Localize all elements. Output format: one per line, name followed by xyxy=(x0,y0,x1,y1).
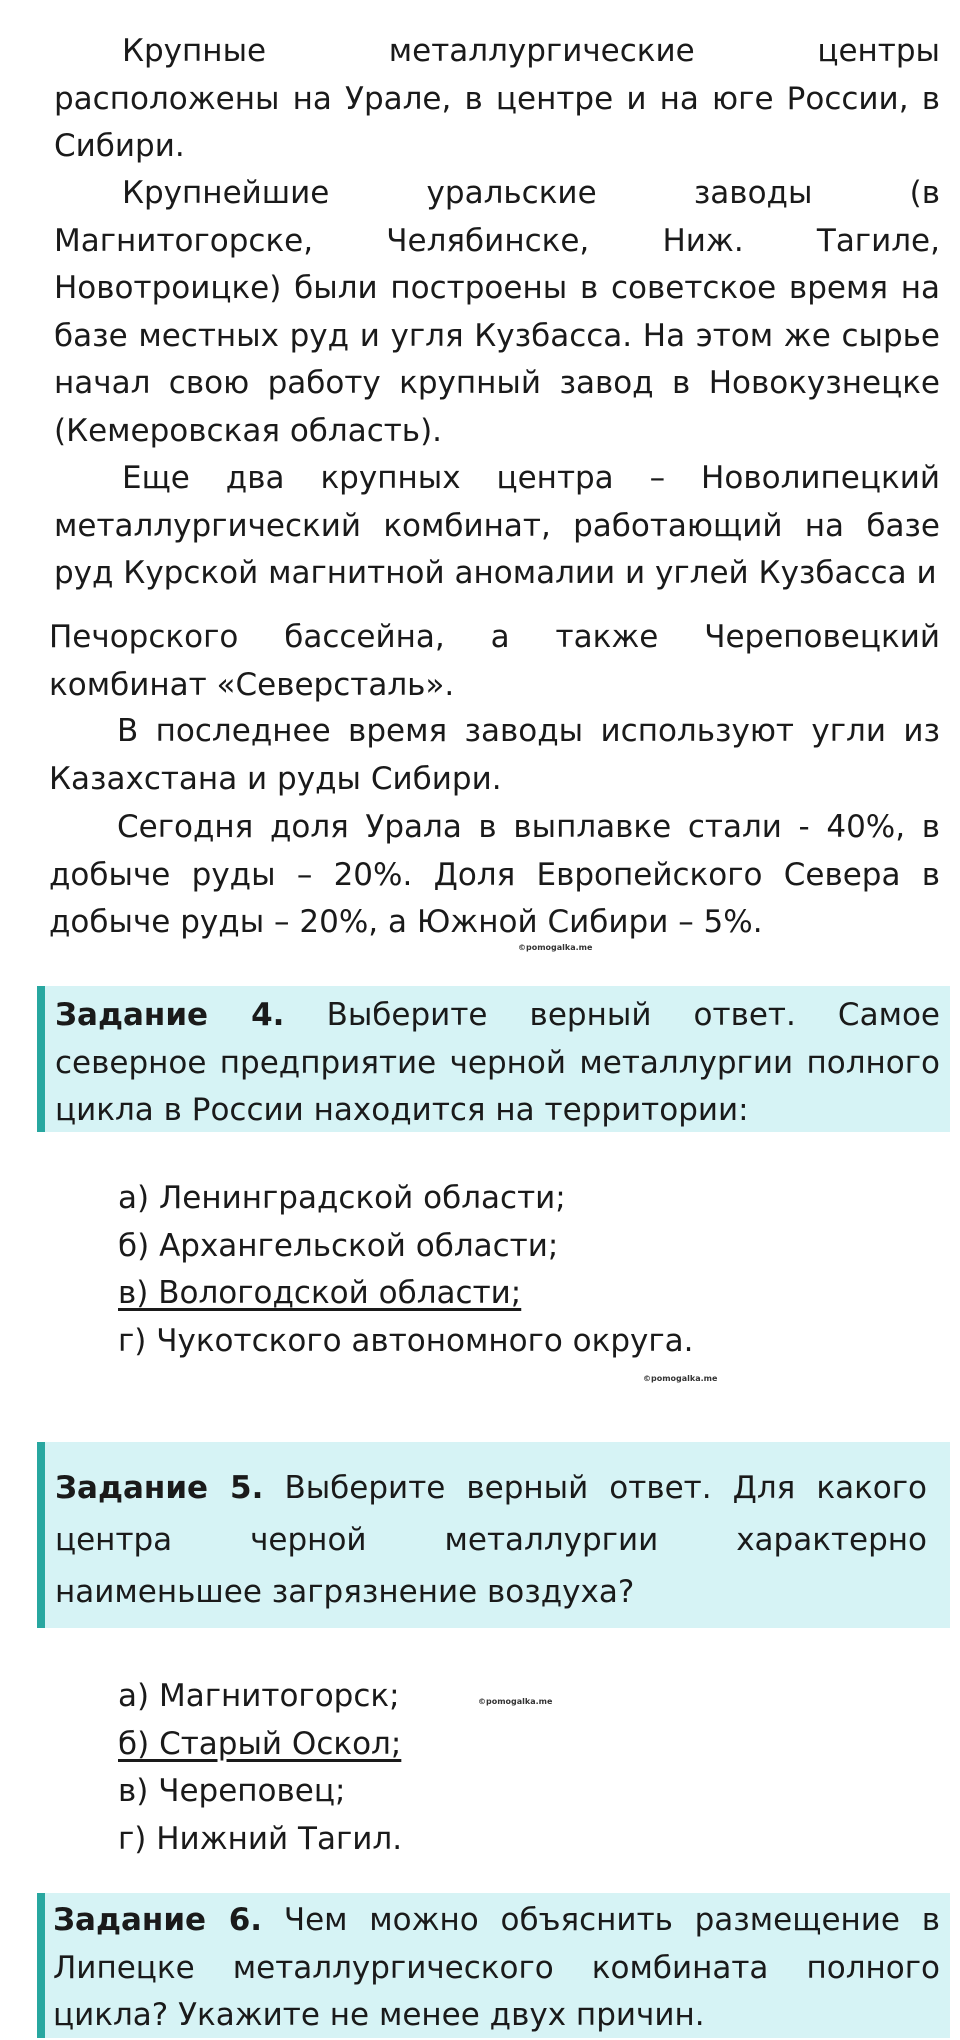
task-4-answers xyxy=(118,1175,694,1365)
intro-paragraph-1: Крупные металлургические центры расположены на Урале, в центре и на юге России, в Сибири. xyxy=(54,33,940,164)
task-4-answer-a: а) Ленинградской области; xyxy=(118,1180,566,1216)
task-5-answer-a: а) Магнитогорск; xyxy=(118,1678,400,1714)
task-4-box xyxy=(37,986,950,1132)
task-6-label: Задание 6. xyxy=(53,1902,263,1938)
task-4-answer-d: г) Чукотского автономного округа. xyxy=(118,1322,694,1359)
intro-paragraph-5: Сегодня доля Урала в выплавке стали - 40%, в добыче руды – 20%. Доля Европейского Севера в добыче руды – 20%, а Южной Сибири – 5%. xyxy=(49,809,940,940)
watermark: ©pomogalka.me xyxy=(518,943,593,952)
task-5-answers xyxy=(118,1673,402,1863)
task-5-answer-d: г) Нижний Тагил. xyxy=(118,1820,403,1857)
task-5-answer-c: в) Череповец; xyxy=(118,1773,346,1809)
intro-paragraph-2: Крупнейшие уральские заводы (в Магнитогорске, Челябинске, Ниж. Тагиле, Новотроицке) были построены в советское время на базе местных руд и угля Кузбасса. На этом же сырье начал свою работу крупный завод в Новокузнецке (Кемеровская область). xyxy=(54,175,940,449)
task-6-question xyxy=(53,1897,940,2040)
task-6-text: Чем можно объяснить размещение в Липецке металлургического комбината полного цикла? Укажите не менее двух причин. xyxy=(53,1902,940,2033)
task-5-label: Задание 5. xyxy=(55,1470,264,1506)
task-5-box xyxy=(37,1442,950,1628)
task-4-text: Выберите верный ответ. Самое северное предприятие черной металлургии полного цикла в России находится на территории: xyxy=(55,997,941,1128)
intro-paragraph-3b: Печорского бассейна, а также Череповецкий комбинат «Северсталь». xyxy=(49,619,940,703)
watermark: ©pomogalka.me xyxy=(643,1374,718,1383)
task-4-answer-c: в) Вологодской области; xyxy=(118,1275,522,1311)
task-5-text: Выберите верный ответ. Для какого центра черной металлургии характерно наименьшее загрязнение воздуха? xyxy=(55,1470,928,1610)
task-4-answer-b: б) Архангельской области; xyxy=(118,1227,559,1264)
task-4-question xyxy=(55,992,940,1135)
task-5-question xyxy=(55,1462,927,1618)
task-5-answer-b: б) Старый Оскол; xyxy=(118,1725,402,1762)
intro-paragraph-3a: Еще два крупных центра – Новолипецкий металлургический комбинат, работающий на базе руд Курской магнитной аномалии и углей Кузбасса и xyxy=(54,460,940,591)
intro-paragraph-4: В последнее время заводы используют угли из Казахстана и руды Сибири. xyxy=(49,713,940,797)
task-6-box xyxy=(37,1893,950,2038)
watermark: ©pomogalka.me xyxy=(478,1697,553,1706)
task-4-label: Задание 4. xyxy=(55,997,285,1033)
